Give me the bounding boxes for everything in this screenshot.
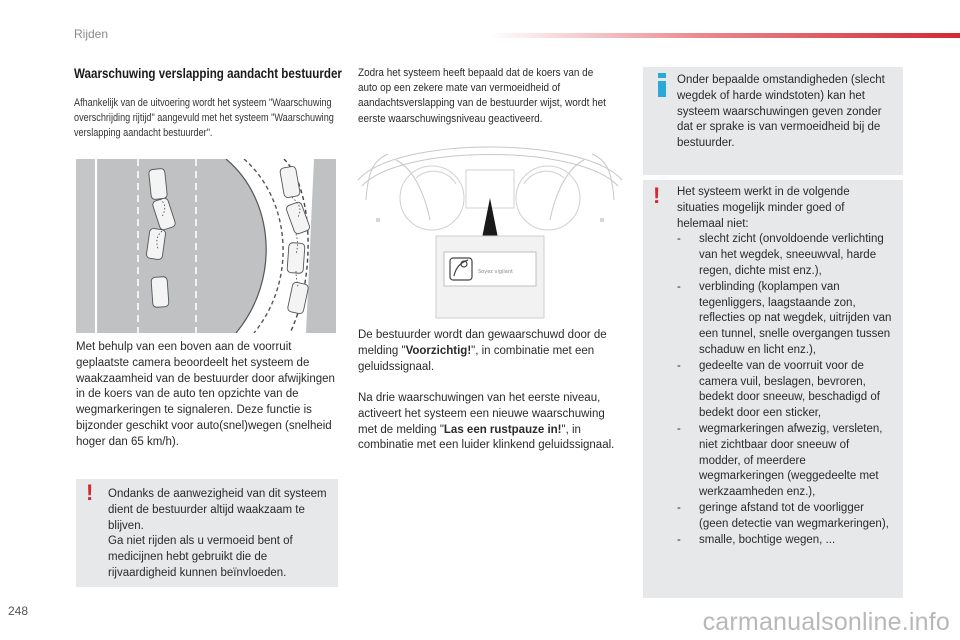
dashboard-display-illustration <box>356 140 624 320</box>
exclamation-icon: ! <box>86 480 94 505</box>
warning-box-vigilance <box>76 479 338 587</box>
section-title: Waarschuwing verslapping aandacht bestuurder <box>74 66 342 81</box>
info-box <box>643 67 903 175</box>
second-warning-message <box>358 391 618 454</box>
lane-drift-illustration <box>76 159 336 333</box>
exclamation-icon: ! <box>653 183 661 208</box>
warning-line-1: Ondanks de aanwezigheid van dit systeem dient de bestuurder altijd waakzaam te blijven. <box>108 488 327 532</box>
watermark: carmanualsonline.info <box>702 608 950 636</box>
info-text: Onder bepaalde omstandigheden (slecht wegdek of harde windstoten) kan het systeem waarschuwingen geven zonder dat er sprake is van vermoeidheid bij de bestuurder. <box>677 74 885 150</box>
display-message: Soyez vigilant <box>478 269 513 275</box>
mid-text-before: De bestuurder wordt dan gewaarschuwd door de melding " <box>358 329 607 357</box>
intro-text: Afhankelijk van de uitvoering wordt het systeem "Waarschuwing overschrijding rijtijd" aangevuld met het systeem "Waarschuwing verslapping aandacht bestuurder". <box>74 97 334 139</box>
list-item: - gedeelte van de voorruit voor de camera vuil, beslagen, bevroren, bedekt door sneeuw, beschadigd of bedekt door een sticker, <box>677 359 880 420</box>
chapter-title: Rijden <box>74 27 109 41</box>
camera-description-text: Met behulp van een boven aan de voorruit geplaatste camera beoordeelt het systeem de waakzaamheid van de bestuurder door afwijkingen in de koers van de auto ten opzichte van de wegmarkeringen te signaleren. Deze functie is bijzonder geschikt voor auto(snel)wegen (snelheid hoger dan 65 km/h). <box>76 341 335 448</box>
limitations-intro: Het systeem werkt in de volgende situaties mogelijk minder goed of helemaal niet: <box>677 186 850 230</box>
first-level-text: Zodra het systeem heeft bepaald dat de koers van de auto op een zekere mate van vermoeidheid of aandachtsverslapping van de bestuurder wijst, wordt het eerste waarschuwingsniveau geactiveerd. <box>358 67 606 125</box>
message-voorzichtig: Voorzichtig! <box>405 344 472 357</box>
camera-description <box>76 340 344 451</box>
page-number: 248 <box>8 604 29 618</box>
warning-box-limitations <box>643 180 903 598</box>
list-item: - geringe afstand tot de voorligger (geen detectie van wegmarkeringen), <box>677 501 889 530</box>
section-intro <box>74 96 341 141</box>
first-warning-message <box>358 328 618 375</box>
message-rustpauze: Las een rustpauze in! <box>443 423 562 436</box>
info-icon <box>655 73 669 97</box>
mid-text-after: ", in combinatie met een geluidssignaal. <box>358 344 595 373</box>
list-item: - smalle, bochtige wegen, ... <box>677 533 836 546</box>
limitations-list <box>677 232 893 548</box>
list-item: - wegmarkeringen afwezig, versleten, niet zichtbaar door sneeuw of modder, of meerdere wegmarkeringen (weggedeelte met werkzaamheden enz.), <box>677 422 883 499</box>
header-accent-bar <box>490 33 960 38</box>
low-text-after: ", in combinatie met een luider klinkend geluidssignaal. <box>358 423 615 452</box>
low-text-before: Na drie waarschuwingen van het eerste niveau, activeert het systeem een nieuwe waarschuwing met de melding " <box>358 392 605 436</box>
warning-line-2: Ga niet rijden als u vermoeid bent of medicijnen hebt gebruikt die de rijvaardigheid kunnen beïnvloeden. <box>108 535 293 579</box>
list-item: - slecht zicht (onvoldoende verlichting van het wegdek, sneeuwval, harde regen, dichte mist enz.), <box>677 233 884 277</box>
list-item: - verblinding (koplampen van tegenliggers, laagstaande zon, reflecties op nat wegdek, uitrijden van een tunnel, snelle overgangen tussen schaduw en licht enz.), <box>677 280 892 356</box>
first-level-description <box>358 66 611 127</box>
